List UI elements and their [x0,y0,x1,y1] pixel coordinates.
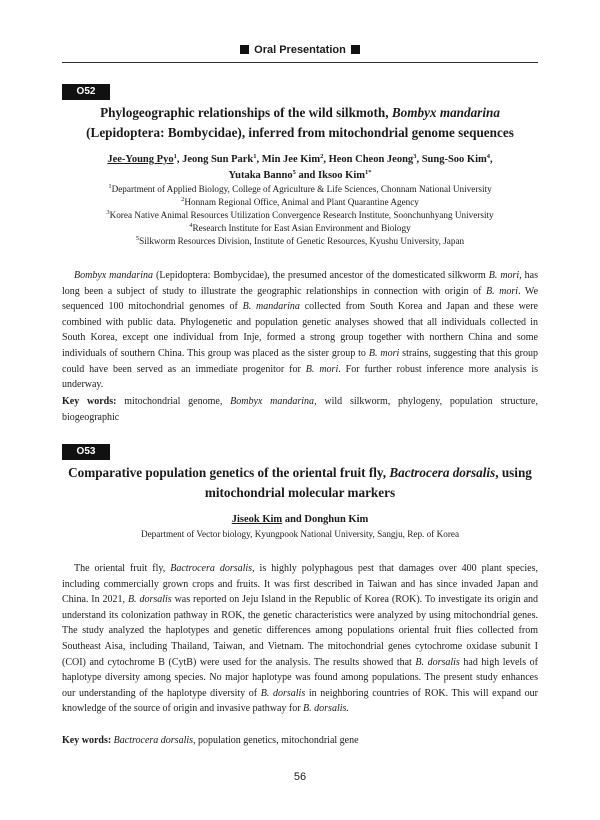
abstract-title: Phylogeographic relationships of the wild silkmoth, Bombyx mandarina (Lepidoptera: Bombycidae), inferred from mitochondrial genome sequences [86,105,514,140]
page-number: 56 [293,771,307,783]
author-list: Jiseok Kim and Donghun Kim [231,514,369,525]
affiliation-line: $^1$Department of Applied Biology, College of Agriculture & Life Sciences, Chonnam National University [108,183,492,194]
affiliation-line: $^4$Research Institute for East Asian Environment and Biology [189,222,411,233]
presenting-author: Jiseok Kim [231,514,283,525]
keywords: Key words: Bactrocera dorsalis, population genetics, mitochondrial gene [62,735,359,746]
affiliation-list [62,183,538,248]
black-square-icon [351,45,360,54]
abstract-body: The oriental fruit fly, Bactrocera dorsalis, is highly polyphagous pest that damages over 400 plant species, including commercially grown crops and fruits. It was first described in Taiwan and has since invaded Japan and China. In 2021, B. dorsalis was reported on Jeju Island in the Republic of Korea (ROK). To investigate its origin and understand its colonization pathway in ROK, the genetic characteristics were analyzed by using mitochondrial genes. The study analyzed the haplotypes and genetic differences among populations oriental fruit flies collected from Southeast Aisa, including Thailand, Taiwan, and Vietnam. The mitochondrial genes cytochrome oxidase subunit I (COI) and cytochrome B (CytB) were used for the analysis. The results showed that B. dorsalis had high levels of haplotype diversity among species. No major haplotype was found among populations. The present study enhances our understanding of the haplotype diversity of B. dorsalis in neighboring countries of ROK. This will expand our knowledge of the source of origin and invasive pathway for B. dorsalis. [62,563,539,715]
section-header [62,44,538,56]
keywords: Key words: mitochondrial genome, Bombyx mandarina, wild silkworm, phylogeny, population structure, biogeographic [62,396,538,423]
affiliation-line: Department of Vector biology, Kyungpook National University, Sangju, Rep. of Korea [140,529,460,539]
abstract-body: Bombyx mandarina (Lepidoptera: Bombycidae), the presumed ancestor of the domesticated silkworm B. mori, has long been a subject of study to illustrate the geographic relationships in connection with origin of B. mori. We sequenced 100 mitochondrial genomes of B. mandarina collected from South Korea and Japan and these were combined with public data. Phylogenetic and population genetic analyses showed that all individuals collected in South Korea, except one individual from Inje, formed a strong group together with northern China and some individuals of southern China. This group was placed as the sister group to B. mori strains, suggesting that this group could have been served as an immediate progenitor for B. mori. For further robust inference more analysis is underway. [62,270,539,391]
section-header-label: Oral Presentation [254,44,346,56]
black-square-icon [240,45,249,54]
affiliation-line: $^2$Honnam Regional Office, Animal and Plant Quarantine Agency [181,196,419,207]
presenting-author: Jee-Young Pyo [107,154,174,165]
affiliation-line: $^3$Korea Native Animal Resources Utilization Convergence Research Institute, Soonchunhyang University [106,209,494,220]
abstract-id-badge: O53 [62,444,110,460]
author-list: Jee-Young Pyo$^1$, Jeong Sun Park$^1$, Min Jee Kim$^2$, Heon Cheon Jeong$^3$, Sung-Soo Kim$^4$, Yutaka Banno$^5$ and Iksoo Kim$^{1*}$ [107,153,493,181]
header-divider [62,62,538,63]
abstract-id-badge: O52 [62,84,110,100]
affiliation-line: $^5$Silkworm Resources Division, Institute of Genetic Resources, Kyushu University, Japan [135,235,465,246]
abstract-title: Comparative population genetics of the oriental fruit fly, Bactrocera dorsalis, using mitochondrial molecular markers [68,465,532,500]
